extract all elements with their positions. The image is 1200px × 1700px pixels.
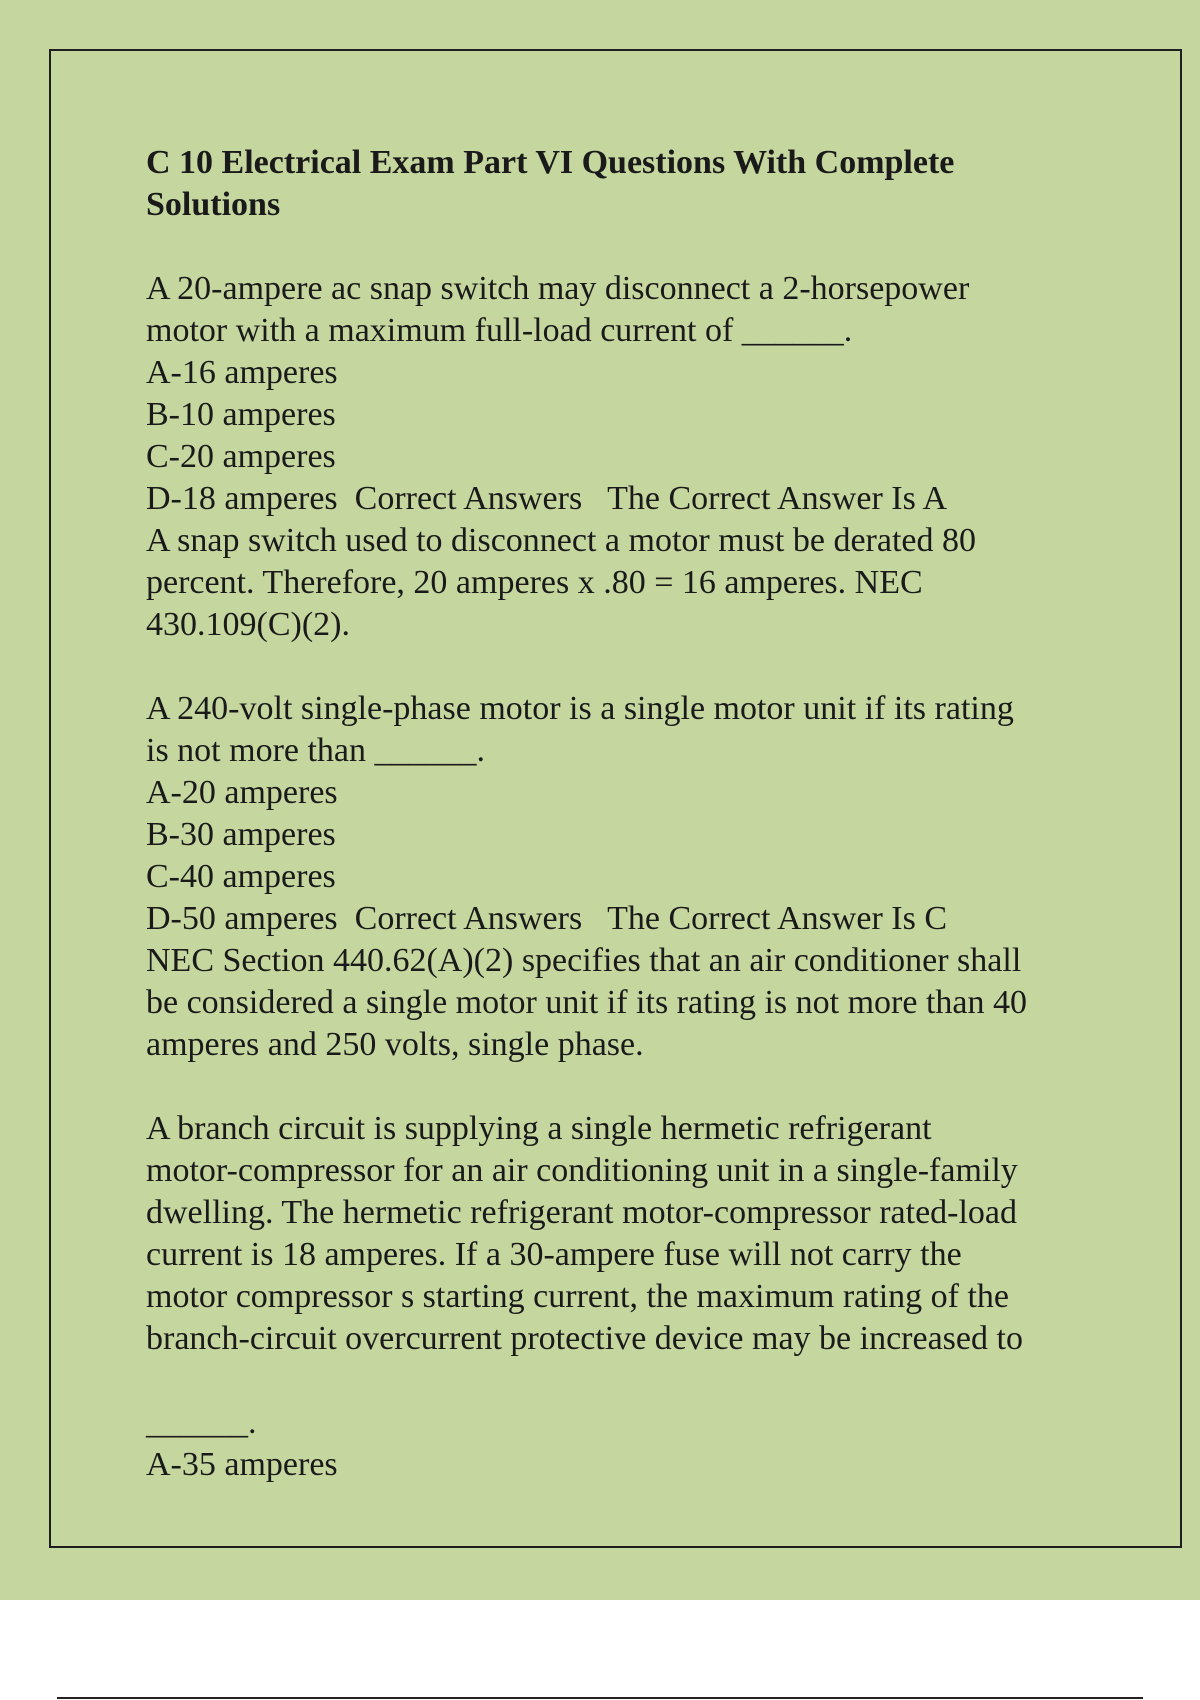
question-stem: dwelling. The hermetic refrigerant motor-compressor rated-load [146, 1194, 1018, 1231]
question-3 [146, 1108, 1106, 1486]
document-title [146, 142, 1106, 226]
document-content [146, 142, 1106, 1528]
option-d-answer: D-18 amperes Correct Answers The Correct Answer Is A [146, 480, 948, 517]
title-line: Solutions [146, 186, 281, 223]
explanation: NEC Section 440.62(A)(2) specifies that an air conditioner shall [146, 942, 1022, 979]
option-b: B-10 amperes [146, 396, 336, 433]
option-c: C-40 amperes [146, 858, 336, 895]
option-c: C-20 amperes [146, 438, 336, 475]
option-d-answer: D-50 amperes Correct Answers The Correct Answer Is C [146, 900, 948, 937]
option-a: A-20 amperes [146, 774, 338, 811]
question-stem: is not more than ______. [146, 732, 486, 769]
explanation: be considered a single motor unit if its rating is not more than 40 [146, 984, 1027, 1021]
spacer [146, 1360, 1106, 1402]
explanation: 430.109(C)(2). [146, 606, 350, 643]
question-2 [146, 688, 1106, 1066]
question-stem: motor-compressor for an air conditioning unit in a single-family [146, 1152, 1018, 1189]
question-stem: A 20-ampere ac snap switch may disconnect a 2-horsepower [146, 270, 970, 307]
footer-divider [57, 1697, 1143, 1699]
option-a: A-35 amperes [146, 1446, 338, 1483]
question-stem: motor compressor s starting current, the maximum rating of the [146, 1278, 1010, 1315]
question-stem: ______. [146, 1404, 257, 1441]
explanation: amperes and 250 volts, single phase. [146, 1026, 644, 1063]
option-b: B-30 amperes [146, 816, 336, 853]
question-stem: current is 18 amperes. If a 30-ampere fuse will not carry the [146, 1236, 962, 1273]
explanation: percent. Therefore, 20 amperes x .80 = 16 amperes. NEC [146, 564, 923, 601]
title-line: C 10 Electrical Exam Part VI Questions With Complete [146, 144, 955, 181]
question-stem: branch-circuit overcurrent protective device may be increased to [146, 1320, 1023, 1357]
question-stem: motor with a maximum full-load current of ______. [146, 312, 853, 349]
question-stem: A branch circuit is supplying a single hermetic refrigerant [146, 1110, 932, 1147]
option-a: A-16 amperes [146, 354, 338, 391]
question-stem: A 240-volt single-phase motor is a single motor unit if its rating [146, 690, 1014, 727]
explanation: A snap switch used to disconnect a motor must be derated 80 [146, 522, 976, 559]
question-1 [146, 268, 1106, 646]
